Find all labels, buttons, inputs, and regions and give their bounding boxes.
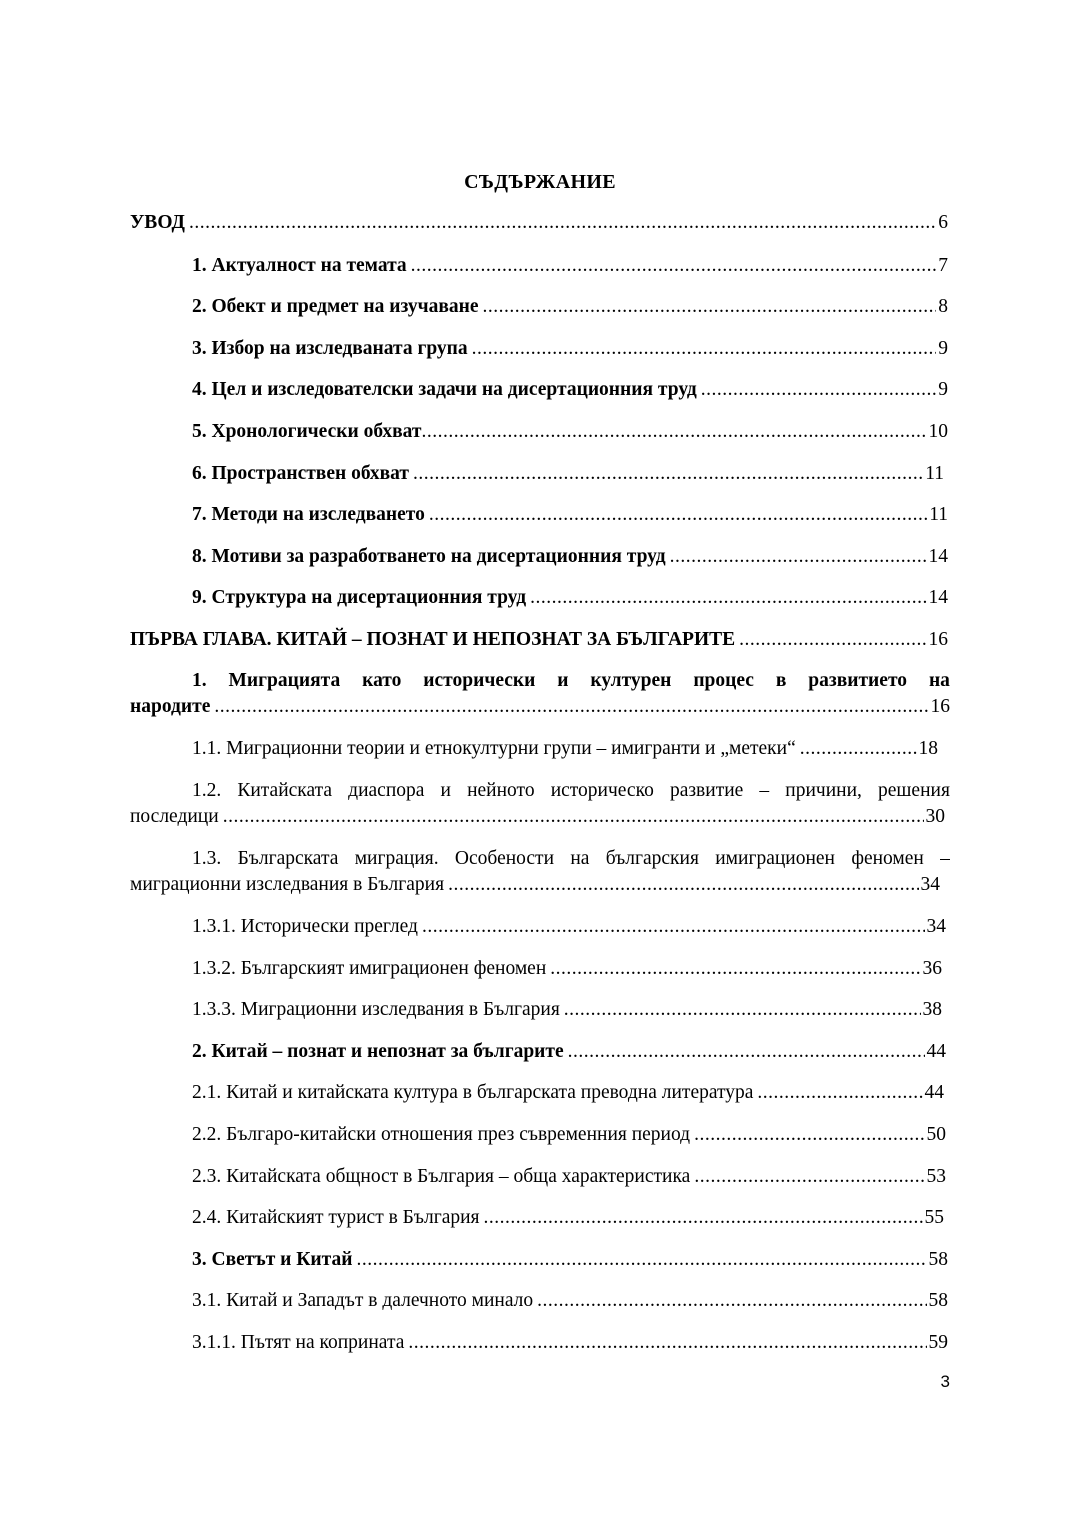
word: процес [693,670,754,691]
leader-dots [484,1205,923,1231]
leader-dots [530,585,926,611]
word: Миграцията [228,670,341,691]
leader-dots [448,872,918,898]
toc-entry [192,997,942,1023]
toc-entry-label: 2.3. Китайската общност в България – обща характеристика [192,1166,691,1187]
word: причини, [785,780,862,801]
leader-dots [214,694,928,720]
page-number: 3 [940,1372,950,1391]
leader-dots [413,461,923,487]
toc-entry-label: 2. Обект и предмет на изучаване [192,296,479,317]
toc-entry-page: 36 [922,958,942,979]
toc-entry-label: 9. Структура на дисертационния труд [192,587,527,608]
leader-dots [189,210,936,236]
toc-entry-page: 44 [926,1041,946,1062]
word: феномен [851,848,924,869]
toc-entry [192,585,948,611]
leader-dots [537,1288,926,1314]
toc-entry-label: 1. Актуалност на темата [192,255,407,276]
toc-entry [192,1122,946,1148]
toc-entry-page: 58 [928,1290,948,1311]
word: развитието [808,670,908,691]
toc-entry-label: 1.1. Миграционни теории и етнокултурни групи – имигранти и „метеки“ [192,738,796,759]
leader-dots [701,377,937,403]
toc-entry-label: 1.3.2. Българският имиграционен феномен [192,958,547,979]
toc-entry-label-continued: народите [130,696,211,717]
toc-entry-label: 7. Методи на изследването [192,504,425,525]
toc-entry-multiline [130,668,950,720]
toc-entry-page: 10 [928,421,948,442]
toc-entry-label: 2.4. Китайският турист в България [192,1207,480,1228]
word: решения [878,780,950,801]
leader-dots [568,1039,925,1065]
word: и [440,780,451,801]
leader-dots [472,336,937,362]
toc-entry-page: 16 [930,696,950,717]
word: Китайската [237,780,333,801]
word: имиграционен [715,848,835,869]
word: в [775,670,787,691]
toc-entry-page: 34 [920,874,940,895]
toc-entry-label-continued: последици [130,806,219,827]
word: на [570,848,590,869]
toc-entry [192,1330,948,1356]
toc-entry-page: 14 [928,546,948,567]
word: културен [590,670,672,691]
toc-entry-label: 5. Хронологически обхват [192,421,422,442]
leader-dots [429,502,927,528]
word: 1. [192,670,207,691]
toc-entry-label: 8. Мотиви за разработването на дисертационния труд [192,546,666,567]
leader-dots [670,544,927,570]
word: 1.3. [192,848,222,869]
toc-entry-label: ПЪРВА ГЛАВА. КИТАЙ – ПОЗНАТ И НЕПОЗНАТ ЗА БЪЛГАРИТЕ [130,629,736,650]
toc-entry-label: 4. Цел и изследователски задачи на дисертационния труд [192,379,697,400]
toc-entry [192,1164,946,1190]
toc-entry-page: 16 [928,629,948,650]
leader-dots [564,997,921,1023]
toc-entry [192,544,948,570]
word: – [759,780,770,801]
toc-entry [192,1039,946,1065]
toc-entry-chapter-one [130,627,948,653]
leader-dots [422,914,925,940]
toc-entry-label [130,668,950,694]
word: исторически [423,670,536,691]
toc-entry [192,1205,944,1231]
word: диаспора [348,780,425,801]
toc-entry [192,253,948,279]
toc-entry-page: 30 [925,806,945,827]
toc-entry [192,914,946,940]
word: 1.2. [192,780,222,801]
leader-dots [483,294,937,320]
toc-entry-label: 2.1. Китай и китайската култура в българската преводна литература [192,1082,754,1103]
toc-entry [192,1080,944,1106]
toc-entry-label: 2. Китай – познат и непознат за българите [192,1041,564,1062]
toc-entry-label: 1.3.3. Миграционни изследвания в България [192,999,560,1020]
toc-entry-page: 11 [925,463,944,484]
toc-entry-label: УВОД [130,212,185,233]
word: като [362,670,402,691]
toc-entry [192,294,948,320]
leader-dots [421,419,926,445]
toc-entry-page: 9 [938,379,948,400]
toc-entry-label: 2.2. Българо-китайски отношения през съвременния период [192,1124,691,1145]
toc-entry-label [130,778,950,804]
toc-entry-page: 55 [924,1207,944,1228]
toc-entry-page: 9 [938,338,948,359]
word: и [557,670,569,691]
page-title: СЪДЪРЖАНИЕ [464,171,616,193]
toc-entry-multiline [130,778,950,830]
toc-entry-page: 14 [928,587,948,608]
toc-entry [192,502,948,528]
toc-entry-label: 3. Избор на изследваната група [192,338,468,359]
toc-entry-page: 18 [918,738,938,759]
toc-entry [192,736,938,762]
toc-entry [192,1247,948,1273]
word: нейното [467,780,535,801]
toc-entry [192,956,942,982]
leader-dots [408,1330,926,1356]
toc-entry-page: 7 [938,255,948,276]
toc-entry-label: 6. Пространствен обхват [192,463,409,484]
leader-dots [757,1080,922,1106]
leader-dots [694,1164,924,1190]
toc-entry-multiline [130,846,950,898]
toc-entry-page: 58 [928,1249,948,1270]
toc-entry-label-continued: миграционни изследвания в България [130,874,445,895]
word: развитие [669,780,744,801]
toc-entry [192,377,948,403]
toc-entry-page: 38 [922,999,942,1020]
toc-entry-page: 6 [938,212,948,233]
leader-dots [800,736,917,762]
word: историческо [550,780,654,801]
toc-entry-intro [130,210,948,236]
leader-dots [223,804,924,830]
leader-dots [694,1122,924,1148]
word: миграция. [354,848,439,869]
toc-entry-label: 3.1.1. Пътят на коприната [192,1332,405,1353]
toc-entry-label: 3. Светът и Китай [192,1249,353,1270]
toc-entry-page: 8 [938,296,948,317]
leader-dots [739,627,926,653]
word: Особености [454,848,555,869]
toc-entry-page: 44 [924,1082,944,1103]
toc-entry-label: 3.1. Китай и Западът в далечното минало [192,1290,534,1311]
toc-entry [192,419,948,445]
toc-entry-page: 53 [926,1166,946,1187]
leader-dots [550,956,920,982]
toc-entry [192,461,944,487]
toc-entry-page: 50 [926,1124,946,1145]
toc-entry-label [130,846,950,872]
toc-entry-page: 34 [926,916,946,937]
toc-entry-page: 59 [928,1332,948,1353]
toc-entry [192,1288,948,1314]
word: българския [605,848,699,869]
word: на [928,670,950,691]
word: Българската [237,848,339,869]
leader-dots [356,1247,926,1273]
toc-entry [192,336,948,362]
leader-dots [411,253,937,279]
toc-entry-page: 11 [929,504,948,525]
toc-entry-label: 1.3.1. Исторически преглед [192,916,418,937]
word: – [940,848,950,869]
